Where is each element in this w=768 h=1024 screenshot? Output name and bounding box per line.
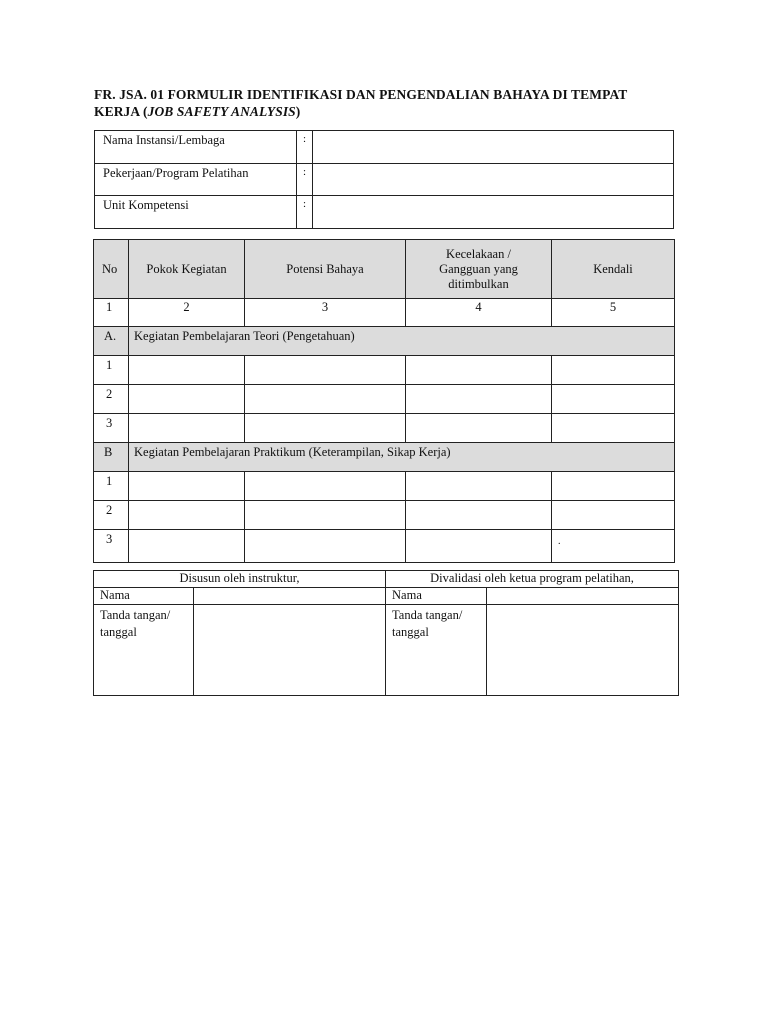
signature-name-row: [94, 588, 679, 605]
header-potensi-bahaya: Potensi Bahaya: [245, 240, 406, 299]
sign-label-line2: tanggal: [392, 625, 429, 639]
cell-pokok-kegiatan[interactable]: [129, 501, 245, 530]
info-label-unit: Unit Kompetensi: [95, 196, 297, 229]
sign-value-right[interactable]: [487, 605, 679, 696]
section-a-code: A.: [94, 327, 129, 356]
row-number: 3: [94, 414, 129, 443]
prepared-by-header: Disusun oleh instruktur,: [94, 571, 386, 588]
cell-kecelakaan[interactable]: [406, 356, 552, 385]
cell-kendali[interactable]: [552, 385, 675, 414]
name-label-left: Nama: [94, 588, 194, 605]
info-row: [95, 163, 674, 196]
table-row: [94, 414, 675, 443]
title-italic: JOB SAFETY ANALYSIS: [147, 104, 296, 119]
header-kecelakaan-line3: ditimbulkan: [448, 276, 509, 291]
column-number: 3: [245, 299, 406, 327]
info-table: [94, 130, 674, 229]
info-row: [95, 196, 674, 229]
header-pokok-kegiatan: Pokok Kegiatan: [129, 240, 245, 299]
jsa-header-row: [94, 240, 675, 299]
form-title-line2: [94, 103, 694, 120]
column-number-row: [94, 299, 675, 327]
title-suffix: ): [295, 104, 301, 119]
cell-kecelakaan[interactable]: [406, 385, 552, 414]
cell-potensi-bahaya[interactable]: [245, 501, 406, 530]
sign-label-line1: Tanda tangan/: [100, 608, 171, 622]
section-a-row: [94, 327, 675, 356]
section-b-code: B: [94, 443, 129, 472]
signature-header-row: [94, 571, 679, 588]
header-no: No: [94, 240, 129, 299]
table-row: [94, 472, 675, 501]
info-row: [95, 131, 674, 164]
info-value-pekerjaan[interactable]: [313, 163, 674, 196]
cell-kecelakaan[interactable]: [406, 501, 552, 530]
sign-value-left[interactable]: [194, 605, 386, 696]
info-label-instansi: Nama Instansi/Lembaga: [95, 131, 297, 164]
header-kecelakaan: [406, 240, 552, 299]
cell-kendali[interactable]: [552, 414, 675, 443]
cell-kendali[interactable]: .: [552, 530, 675, 563]
header-kecelakaan-line1: Kecelakaan /: [446, 246, 511, 261]
cell-kendali[interactable]: [552, 472, 675, 501]
table-row: [94, 530, 675, 563]
section-b-title: Kegiatan Pembelajaran Praktikum (Keterampilan, Sikap Kerja): [129, 443, 675, 472]
section-a-title: Kegiatan Pembelajaran Teori (Pengetahuan): [129, 327, 675, 356]
row-number: 1: [94, 472, 129, 501]
form-title: [94, 86, 694, 120]
name-value-right[interactable]: [487, 588, 679, 605]
info-value-instansi[interactable]: [313, 131, 674, 164]
info-colon: :: [297, 163, 313, 196]
name-label-right: Nama: [386, 588, 487, 605]
sign-label-line1: Tanda tangan/: [392, 608, 463, 622]
cell-pokok-kegiatan[interactable]: [129, 472, 245, 501]
name-value-left[interactable]: [194, 588, 386, 605]
cell-pokok-kegiatan[interactable]: [129, 414, 245, 443]
cell-kendali[interactable]: [552, 356, 675, 385]
header-kendali: Kendali: [552, 240, 675, 299]
jsa-table: [93, 239, 675, 563]
cell-kecelakaan[interactable]: [406, 530, 552, 563]
info-value-unit[interactable]: [313, 196, 674, 229]
table-row: [94, 501, 675, 530]
info-colon: :: [297, 131, 313, 164]
validated-by-header: Divalidasi oleh ketua program pelatihan,: [386, 571, 679, 588]
column-number: 2: [129, 299, 245, 327]
cell-pokok-kegiatan[interactable]: [129, 530, 245, 563]
sign-label-line2: tanggal: [100, 625, 137, 639]
cell-potensi-bahaya[interactable]: [245, 385, 406, 414]
cell-kecelakaan[interactable]: [406, 414, 552, 443]
signature-sign-row: [94, 605, 679, 696]
header-kecelakaan-line2: Gangguan yang: [439, 261, 518, 276]
cell-potensi-bahaya[interactable]: [245, 472, 406, 501]
cell-potensi-bahaya[interactable]: [245, 356, 406, 385]
title-prefix: KERJA (: [94, 104, 148, 119]
signature-table: [93, 570, 679, 696]
row-number: 1: [94, 356, 129, 385]
form-title-line1: FR. JSA. 01 FORMULIR IDENTIFIKASI DAN PENGENDALIAN BAHAYA DI TEMPAT: [94, 87, 628, 102]
section-b-row: [94, 443, 675, 472]
cell-kendali[interactable]: [552, 501, 675, 530]
cell-potensi-bahaya[interactable]: [245, 414, 406, 443]
info-label-pekerjaan: Pekerjaan/Program Pelatihan: [95, 163, 297, 196]
row-number: 2: [94, 385, 129, 414]
column-number: 4: [406, 299, 552, 327]
cell-pokok-kegiatan[interactable]: [129, 356, 245, 385]
column-number: 1: [94, 299, 129, 327]
row-number: 2: [94, 501, 129, 530]
cell-pokok-kegiatan[interactable]: [129, 385, 245, 414]
column-number: 5: [552, 299, 675, 327]
table-row: [94, 385, 675, 414]
info-colon: :: [297, 196, 313, 229]
cell-kecelakaan[interactable]: [406, 472, 552, 501]
sign-label-right: [386, 605, 487, 696]
cell-potensi-bahaya[interactable]: [245, 530, 406, 563]
table-row: [94, 356, 675, 385]
sign-label-left: [94, 605, 194, 696]
row-number: 3: [94, 530, 129, 563]
